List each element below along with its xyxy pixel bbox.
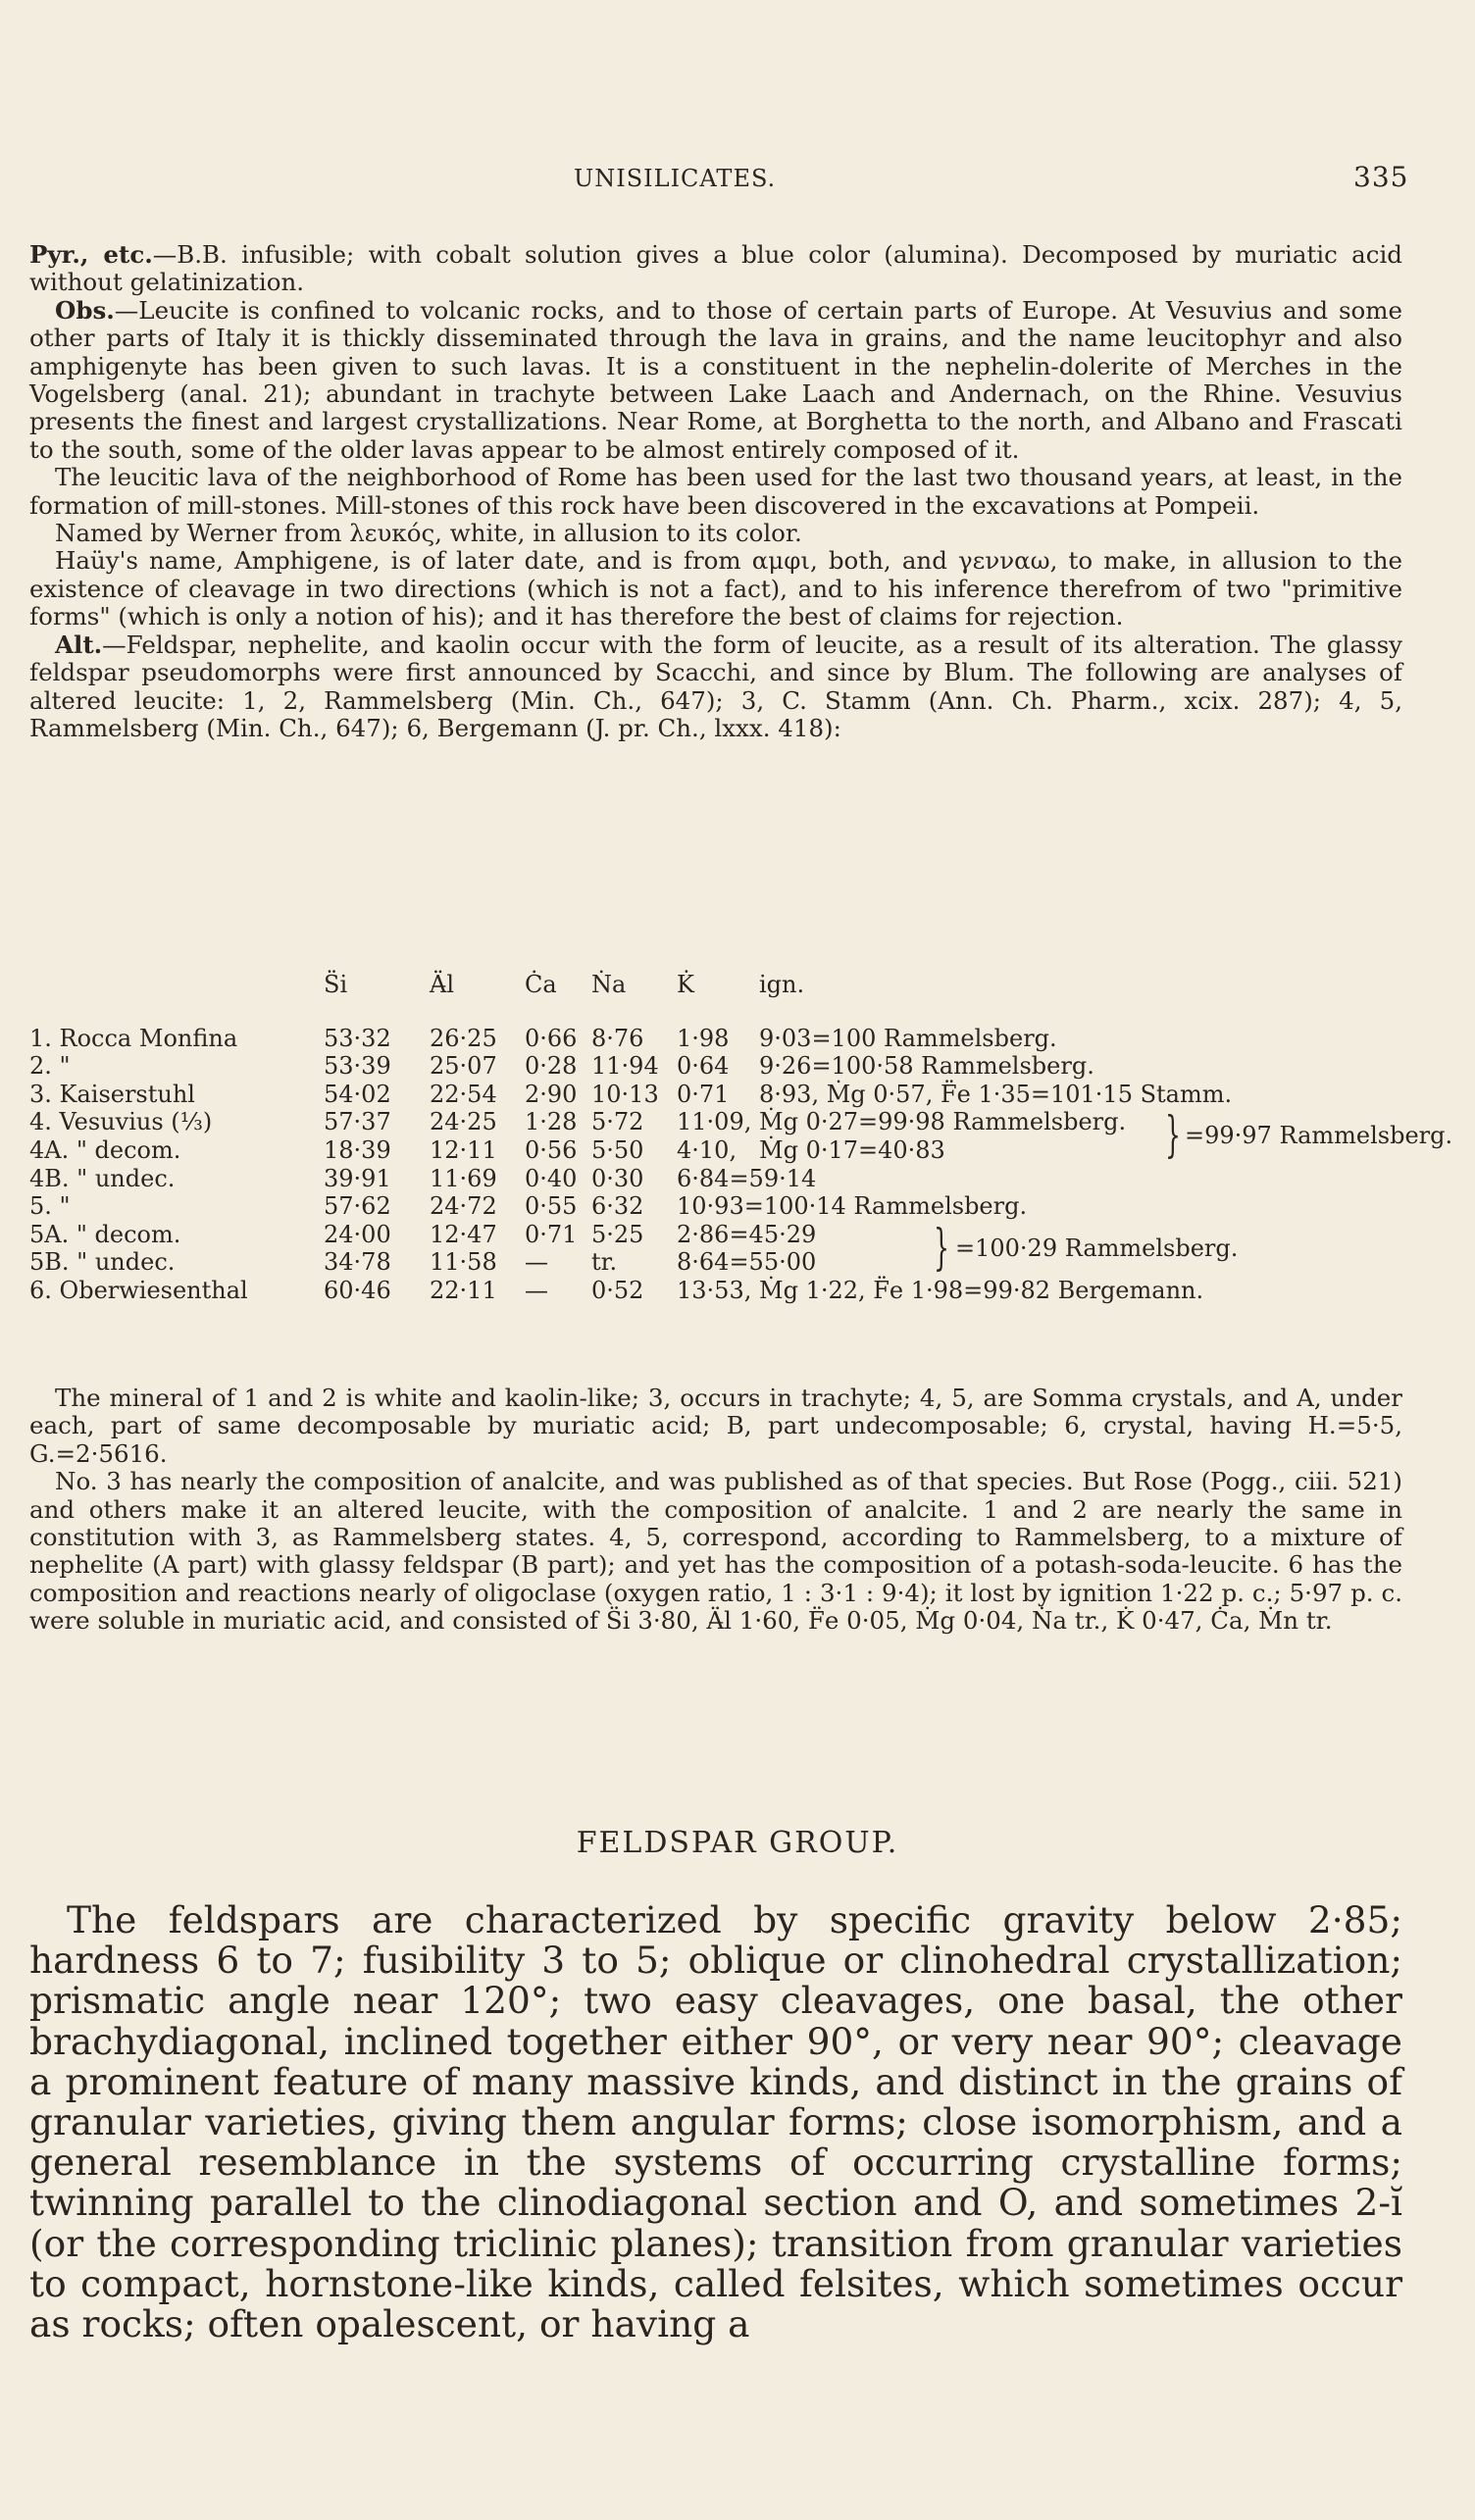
brace-note-5: =100·29 Rammelsberg. [955,1235,1239,1262]
row-label: 5. " [29,1192,71,1221]
cell-na: 11·94 [591,1052,659,1081]
cell-na: tr. [591,1248,618,1277]
row-label: 5A. " decom. [29,1220,181,1248]
cell-al: 24·72 [430,1192,497,1221]
cell-rest: 9·26=100·58 Rammelsberg. [759,1052,1094,1081]
cell-al: 11·58 [430,1248,497,1277]
cell-si: 57·62 [324,1192,391,1221]
cell-si: 53·39 [324,1052,391,1081]
table-header-row [29,971,1422,999]
cell-na: 5·72 [591,1108,644,1136]
col-header-ign: ign. [759,971,805,998]
cell-na: 10·13 [591,1080,659,1108]
cell-al: 26·25 [430,1024,497,1052]
table-spacer [29,999,1422,1025]
cell-k: 10·93=100·14 Rammelsberg. [677,1192,1028,1221]
paragraph-no3: No. 3 has nearly the composition of analcite, and was published as of that species. But Rose (Pogg., ciii. 521) and others make it an altered leucite, with the composition of analcite. 1 and 2 are nearly the same in constitution with 3, as Rammelsberg states. 4, 5, correspond, according to Rammelsberg, to a mixture of nephelite (A part) with glassy feldspar (B part); and yet has the composition of a potash-soda-leucite. 6 has the composition and reactions nearly of oligoclase (oxygen ratio, 1 : 3·1 : 9·4); it lost by ignition 1·22 p. c.; 5·97 p. c. were soluble in muriatic acid, and consisted of S̈i 3·80, Ä̶l 1·60, F̈e 0·05, Ṁg 0·04, Ṅa tr., K̇ 0·47, Ċa, Ṁn tr. [29,1467,1402,1636]
section-heading: FELDSPAR GROUP. [576,1826,899,1860]
table-row [29,1052,1422,1081]
cell-ca: 1·28 [525,1108,578,1136]
paragraph-alteration: Alt.—Feldspar, nephelite, and kaolin occur with the form of leucite, as a result of its alteration. The glassy feldspar pseudomorphs were first announced by Scacchi, and since by Blum. The following are analyses of altered leucite: 1, 2, Rammelsberg (Min. Ch., 647); 3, C. Stamm (Ann. Ch. Pharm., xcix. 287); 4, 5, Rammelsberg (Min. Ch., 647); 6, Bergemann (J. pr. Ch., lxxx. 418): [29,630,1402,742]
row-label: 4B. " undec. [29,1164,176,1192]
cell-rest: 8·93, Ṁg 0·57, F̈e 1·35=101·15 Stamm. [759,1080,1233,1108]
row-label: 2. " [29,1052,71,1081]
table-body [29,1025,1422,1305]
cell-rest: Ṁg 1·22, F̈e 1·98=99·82 Bergemann. [759,1276,1204,1304]
col-header-ca: Ċa [525,971,557,998]
brace-5: } [933,1219,949,1276]
cell-na: 0·30 [591,1164,644,1192]
cell-na: 8·76 [591,1024,644,1052]
cell-k: 0·64 [677,1052,730,1081]
cell-si: 24·00 [324,1220,391,1248]
paragraph-pyr: Pyr., etc.—B.B. infusible; with cobalt solution gives a blue color (alumina). Decomposed by muriatic acid without gelatinization. [29,240,1402,297]
cell-ca: 0·71 [525,1220,578,1248]
cell-ca: 2·90 [525,1080,578,1108]
cell-al: 11·69 [430,1164,497,1192]
col-header-si: S̈i [324,971,348,998]
cell-k: 2·86=45·29 [677,1220,817,1248]
cell-ca: — [525,1248,548,1277]
cell-rest: Ṁg 0·27=99·98 Rammelsberg. [759,1108,1127,1136]
notes-text [29,1385,1402,1636]
col-header-al: Ä̶l [430,971,455,998]
cell-si: 39·91 [324,1164,391,1192]
brace-note-4: =99·97 Rammelsberg. [1185,1122,1453,1149]
paragraph-mineral-notes: The mineral of 1 and 2 is white and kaolin-like; 3, occurs in trachyte; 4, 5, are Somma crystals, and A, under each, part of same decomposable by muriatic acid; B, part undecomposable; 6, crystal, having H.=5·5, G.=2·5616. [29,1384,1402,1468]
cell-k: 1·98 [677,1024,730,1052]
row-label: 4. Vesuvius (⅓) [29,1108,213,1136]
cell-si: 60·46 [324,1276,391,1304]
cell-si: 18·39 [324,1135,391,1164]
cell-al: 24·25 [430,1108,497,1136]
paragraph-millstones: The leucitic lava of the neighborhood of Rome has been used for the last two thousand years, at least, in the formation of mill-stones. Mill-stones of this rock have been discovered in the excavations at Pompeii. [29,463,1402,520]
cell-al: 12·47 [430,1220,497,1248]
table-row [29,1165,1422,1193]
row-label: 1. Rocca Monfina [29,1024,238,1052]
table-row [29,1081,1422,1109]
row-label: 3. Kaiserstuhl [29,1080,195,1108]
paragraph-werner: Named by Werner from λευκός, white, in allusion to its color. [55,519,802,548]
table-row [29,1025,1422,1053]
analyses-table [29,971,1453,1305]
cell-ca: 0·56 [525,1135,578,1164]
cell-ca: 0·55 [525,1192,578,1221]
col-header-k: K̇ [677,971,694,998]
col-header-na: Ṅa [591,971,627,998]
table-row [29,1277,1422,1305]
cell-si: 53·32 [324,1024,391,1052]
cell-k: 13·53, [677,1276,752,1304]
cell-k: 0·71 [677,1080,730,1108]
cell-al: 22·11 [430,1276,497,1304]
row-label: 5B. " undec. [29,1248,176,1277]
paragraph-hauy: Haüy's name, Amphigene, is of later date, and is from αμφι, both, and γενναω, to make, in allusion to the existence of cleavage in two directions (which is not a fact), and to his inference therefrom of two "primitive forms" (which is only a notion of his); and it has therefore the best of claims for rejection. [29,546,1402,631]
cell-na: 0·52 [591,1276,644,1304]
cell-rest: 9·03=100 Rammelsberg. [759,1024,1057,1052]
cell-ca: 0·66 [525,1024,578,1052]
intro-text [29,241,1402,742]
cell-al: 12·11 [430,1135,497,1164]
row-label: 6. Oberwiesenthal [29,1276,248,1304]
cell-si: 34·78 [324,1248,391,1277]
table-row [29,1192,1422,1221]
cell-ca: — [525,1276,548,1304]
cell-na: 6·32 [591,1192,644,1221]
cell-rest: Ṁg 0·17=40·83 [759,1135,945,1164]
cell-ca: 0·40 [525,1164,578,1192]
cell-si: 54·02 [324,1080,391,1108]
cell-ca: 0·28 [525,1052,578,1081]
row-label: 4A. " decom. [29,1135,181,1164]
cell-al: 22·54 [430,1080,497,1108]
cell-si: 57·37 [324,1108,391,1136]
paragraph-obs: Obs.—Leucite is confined to volcanic rocks, and to those of certain parts of Europe. At Vesuvius and some other parts of Italy it is thickly disseminated through the lava in grains, and the name leucitophyr and also amphigenyte has been given to such lavas. It is a constituent in the nephelin-dolerite of Merches in the Vogelsberg (anal. 21); abundant in trachyte between Lake Laach and Andernach, on the Rhine. Vesuvius presents the finest and largest crystallizations. Near Rome, at Borghetta to the north, and Albano and Frascati to the south, some of the older lavas appear to be almost entirely composed of it. [29,295,1402,464]
cell-na: 5·50 [591,1135,644,1164]
cell-k: 11·09, [677,1108,752,1136]
cell-k: 4·10, [677,1135,738,1164]
feldspar-paragraph: The feldspars are characterized by specific gravity below 2·85; hardness 6 to 7; fusibility 3 to 5; oblique or clinohedral crystallization; prismatic angle near 120°; two easy cleavages, one basal, the other brachydiagonal, inclined together either 90°, or very near 90°; cleavage a prominent feature of many massive kinds, and distinct in the grains of granular varieties, giving them angular forms; close isomorphism, and a general resemblance in the systems of occurring crystalline forms; twinning parallel to the clinodiagonal section and O, and sometimes 2-ĭ (or the corresponding triclinic planes); transition from granular varieties to compact, hornstone-like kinds, called felsites, which sometimes occur as rocks; often opalescent, or having a [29,1898,1402,2346]
cell-k: 8·64=55·00 [677,1248,817,1277]
cell-na: 5·25 [591,1220,644,1248]
cell-k: 6·84=59·14 [677,1164,817,1192]
cell-al: 25·07 [430,1052,497,1081]
running-title: UNISILICATES. [574,165,777,192]
brace-4: } [1164,1106,1181,1163]
page-number: 335 [1353,161,1409,193]
section-body [29,1900,1402,2344]
